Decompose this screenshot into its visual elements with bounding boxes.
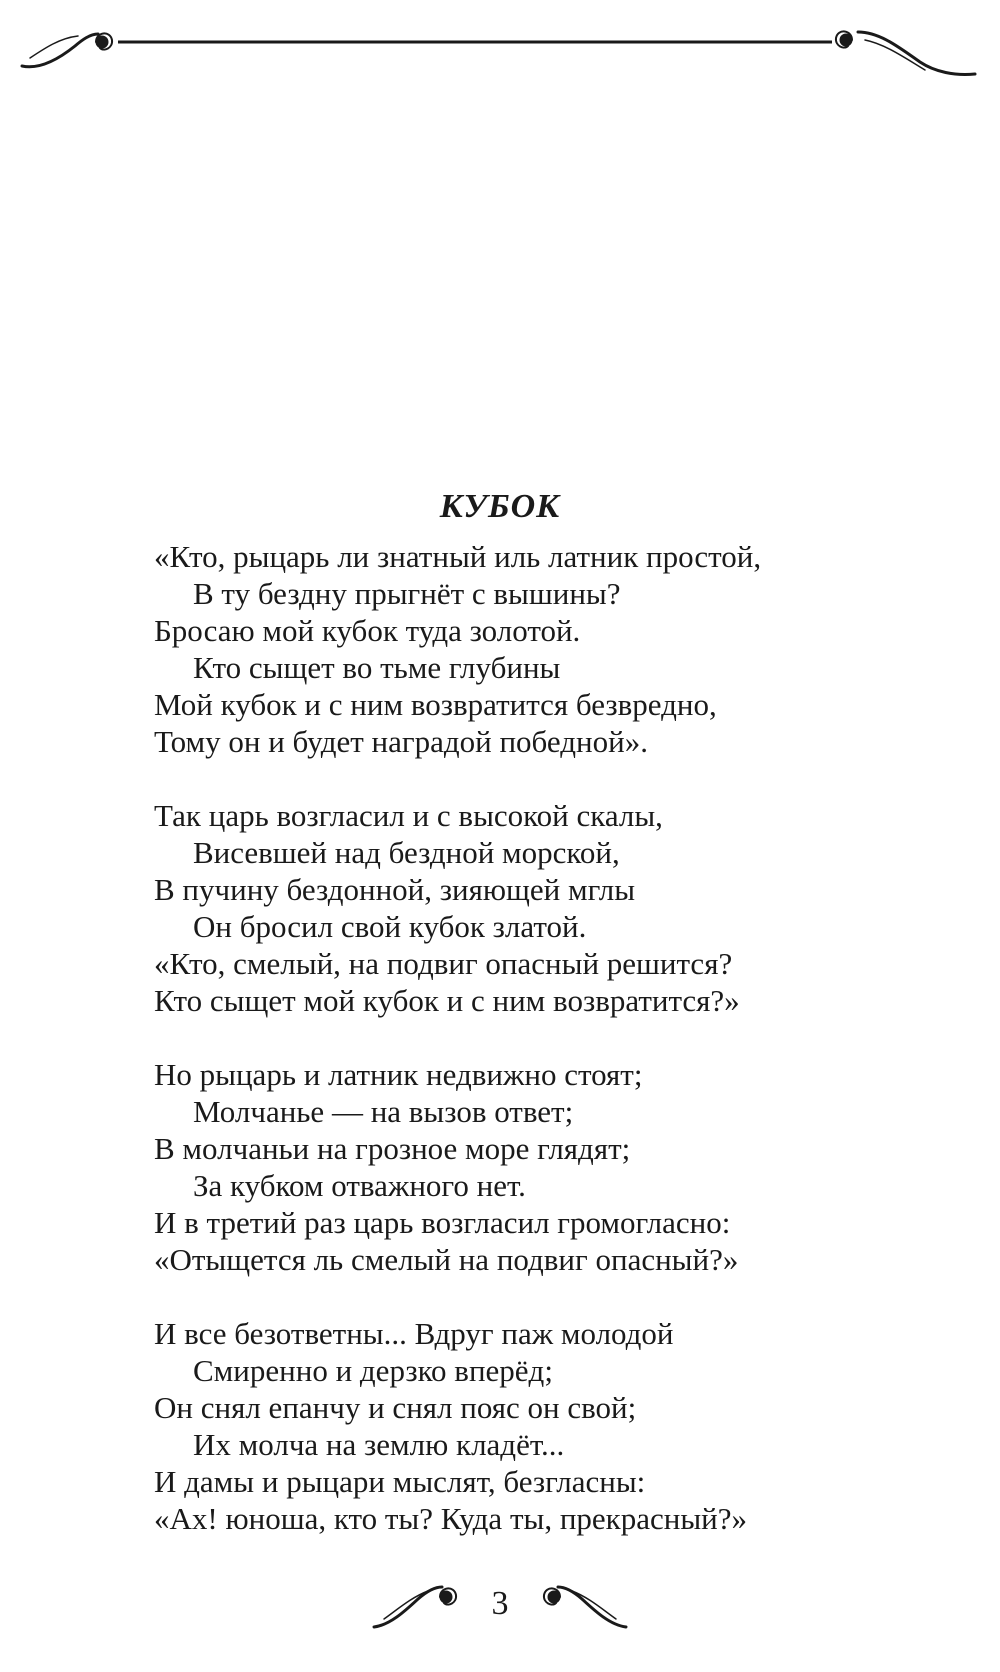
poem-line: За кубком отважного нет. — [193, 1168, 526, 1203]
poem-line: Висевшей над бездной морской, — [193, 835, 620, 870]
poem-line: «Отыщется ль смелый на подвиг опасный?» — [154, 1242, 739, 1277]
stanza-1 — [154, 538, 954, 760]
footer-right-flourish-icon — [530, 1575, 630, 1635]
header-ornament — [20, 18, 980, 88]
stanza-4 — [154, 1315, 954, 1537]
poem-line: «Кто, рыцарь ли знатный иль латник простой, — [154, 539, 762, 574]
poem-line: Бросаю мой кубок туда золотой. — [154, 613, 581, 648]
poem-line: Их молча на землю кладёт... — [193, 1427, 565, 1462]
poem-line: Смиренно и дерзко вперёд; — [193, 1353, 553, 1388]
poem-line: В молчаньи на грозное море глядят; — [154, 1131, 631, 1166]
poem-line: И дамы и рыцари мыслят, безгласны: — [154, 1464, 646, 1499]
poem-line: И в третий раз царь возгласил громогласно: — [154, 1205, 731, 1240]
poem-line: Кто сыщет мой кубок и с ним возвратится?» — [154, 983, 740, 1018]
right-flourish-icon — [836, 31, 975, 74]
poem-line: Кто сыщет во тьме глубины — [193, 650, 561, 685]
poem-body — [154, 538, 954, 1574]
page-number: 3 — [491, 1585, 509, 1622]
poem-line: Он бросил свой кубок златой. — [193, 909, 587, 944]
poem-line: В ту бездну прыгнёт с вышины? — [193, 576, 621, 611]
poem-line: Так царь возгласил и с высокой скалы, — [154, 798, 663, 833]
page-footer — [370, 1575, 630, 1645]
poem-line: Молчанье — на вызов ответ; — [193, 1094, 574, 1129]
stanza-3 — [154, 1056, 954, 1278]
poem-line: Но рыцарь и латник недвижно стоят; — [154, 1057, 643, 1092]
left-flourish-icon — [22, 33, 112, 66]
poem-title: КУБОК — [439, 488, 561, 525]
poem-line: «Ах! юноша, кто ты? Куда ты, прекрасный?» — [154, 1501, 748, 1536]
stanza-2 — [154, 797, 954, 1019]
poem-line: Тому он и будет наградой победной». — [154, 724, 648, 759]
poem-line: Мой кубок и с ним возвратится безвредно, — [154, 687, 717, 722]
poem-line: В пучину бездонной, зияющей мглы — [154, 872, 636, 907]
poem-line: Он снял епанчу и снял пояс он свой; — [154, 1390, 637, 1425]
poem-line: «Кто, смелый, на подвиг опасный решится? — [154, 946, 733, 981]
poem-line: И все безответны... Вдруг паж молодой — [154, 1316, 674, 1351]
